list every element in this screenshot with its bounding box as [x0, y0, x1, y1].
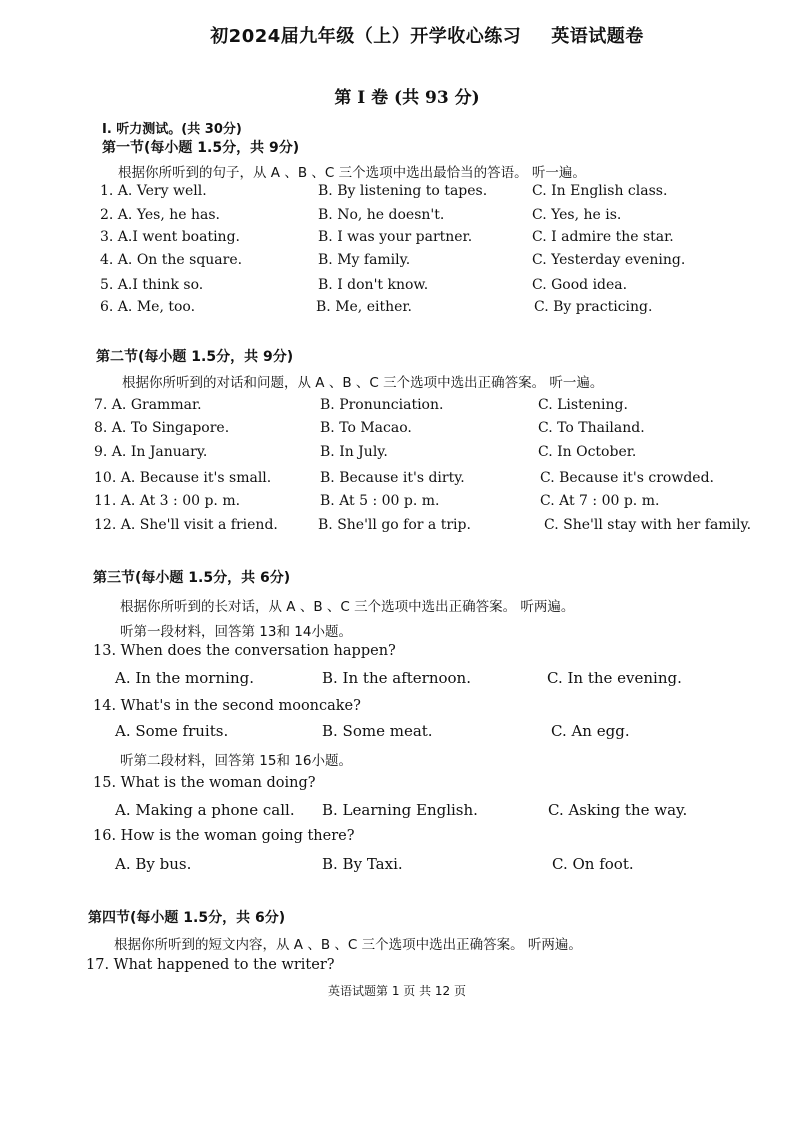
option-2a: 2. A. Yes, he has.	[100, 207, 220, 223]
option-12c: C. She'll stay with her family.	[544, 517, 752, 533]
option-2b: B. No, he doesn't.	[318, 207, 445, 223]
option-1a: 1. A. Very well.	[100, 183, 207, 199]
question-13: 13. When does the conversation happen?	[93, 643, 396, 659]
option-14b: B. Some meat.	[322, 722, 433, 740]
option-10b: B. Because it's dirty.	[320, 470, 465, 486]
section-3-material-1: 听第一段材料，回答第 13和 14小题。	[120, 624, 352, 640]
option-1b: B. By listening to tapes.	[318, 183, 488, 199]
option-12b: B. She'll go for a trip.	[318, 517, 471, 533]
exam-title	[0, 22, 794, 48]
option-12a: 12. A. She'll visit a friend.	[94, 517, 278, 533]
option-4b: B. My family.	[318, 252, 411, 268]
option-11b: B. At 5 : 00 p. m.	[320, 493, 440, 509]
option-7b: B. Pronunciation.	[320, 397, 444, 413]
option-9a: 9. A. In January.	[94, 444, 208, 460]
option-4c: C. Yesterday evening.	[532, 252, 686, 268]
section-3-material-2: 听第二段材料，回答第 15和 16小题。	[120, 753, 352, 769]
question-15: 15. What is the woman doing?	[93, 775, 316, 791]
option-10c: C. Because it's crowded.	[540, 470, 715, 486]
option-15b: B. Learning English.	[322, 801, 478, 819]
option-7a: 7. A. Grammar.	[94, 397, 202, 413]
option-3b: B. I was your partner.	[318, 229, 473, 245]
option-13c: C. In the evening.	[547, 669, 682, 687]
option-16c: C. On foot.	[552, 855, 634, 873]
section-2-instruction: 根据你所听到的对话和问题，从 A 、B 、C 三个选项中选出正确答案。 听一遍。	[122, 375, 604, 391]
section-1-instruction: 根据你所听到的句子，从 A 、B 、C 三个选项中选出最恰当的答语。 听一遍。	[118, 165, 586, 181]
option-3a: 3. A.I went boating.	[100, 229, 240, 245]
section-3-title: 第三节(每小题 1.5分，共 6分)	[93, 570, 291, 586]
option-14c: C. An egg.	[551, 722, 630, 740]
page-footer: 英语试题第 1 页 共 12 页	[328, 984, 466, 998]
option-6a: 6. A. Me, too.	[100, 299, 196, 315]
option-4a: 4. A. On the square.	[100, 252, 243, 268]
volume-heading: 第 I 卷 (共 93 分)	[334, 88, 480, 108]
option-15c: C. Asking the way.	[548, 801, 688, 819]
exam-title-main: 初2024届九年级（上）开学收心练习	[210, 26, 522, 47]
option-11a: 11. A. At 3 : 00 p. m.	[94, 493, 241, 509]
option-8b: B. To Macao.	[320, 420, 412, 436]
question-14: 14. What's in the second mooncake?	[93, 698, 361, 714]
option-13a: A. In the morning.	[115, 669, 254, 687]
option-14a: A. Some fruits.	[115, 722, 229, 740]
option-5a: 5. A.I think so.	[100, 277, 204, 293]
option-11c: C. At 7 : 00 p. m.	[540, 493, 660, 509]
option-8c: C. To Thailand.	[538, 420, 645, 436]
section-2-title: 第二节(每小题 1.5分，共 9分)	[96, 349, 294, 365]
section-4-instruction: 根据你所听到的短文内容，从 A 、B 、C 三个选项中选出正确答案。 听两遍。	[114, 937, 582, 953]
part-heading: I. 听力测试。(共 30分)	[102, 122, 242, 137]
option-5c: C. Good idea.	[532, 277, 628, 293]
exam-title-subject: 英语试题卷	[551, 26, 644, 47]
option-9b: B. In July.	[320, 444, 388, 460]
option-9c: C. In October.	[538, 444, 637, 460]
option-6c: C. By practicing.	[534, 299, 653, 315]
section-1-title: 第一节(每小题 1.5分，共 9分)	[102, 140, 300, 156]
section-4-title: 第四节(每小题 1.5分，共 6分)	[88, 910, 286, 926]
section-3-instruction: 根据你所听到的长对话，从 A 、B 、C 三个选项中选出正确答案。 听两遍。	[120, 599, 575, 615]
option-8a: 8. A. To Singapore.	[94, 420, 230, 436]
option-16a: A. By bus.	[115, 855, 192, 873]
option-16b: B. By Taxi.	[322, 855, 403, 873]
option-2c: C. Yes, he is.	[532, 207, 622, 223]
option-15a: A. Making a phone call.	[115, 801, 295, 819]
option-13b: B. In the afternoon.	[322, 669, 471, 687]
option-3c: C. I admire the star.	[532, 229, 674, 245]
option-5b: B. I don't know.	[318, 277, 429, 293]
option-10a: 10. A. Because it's small.	[94, 470, 272, 486]
option-1c: C. In English class.	[532, 183, 668, 199]
option-7c: C. Listening.	[538, 397, 628, 413]
option-6b: B. Me, either.	[316, 299, 413, 315]
question-17: 17. What happened to the writer?	[86, 957, 335, 973]
question-16: 16. How is the woman going there?	[93, 828, 355, 844]
